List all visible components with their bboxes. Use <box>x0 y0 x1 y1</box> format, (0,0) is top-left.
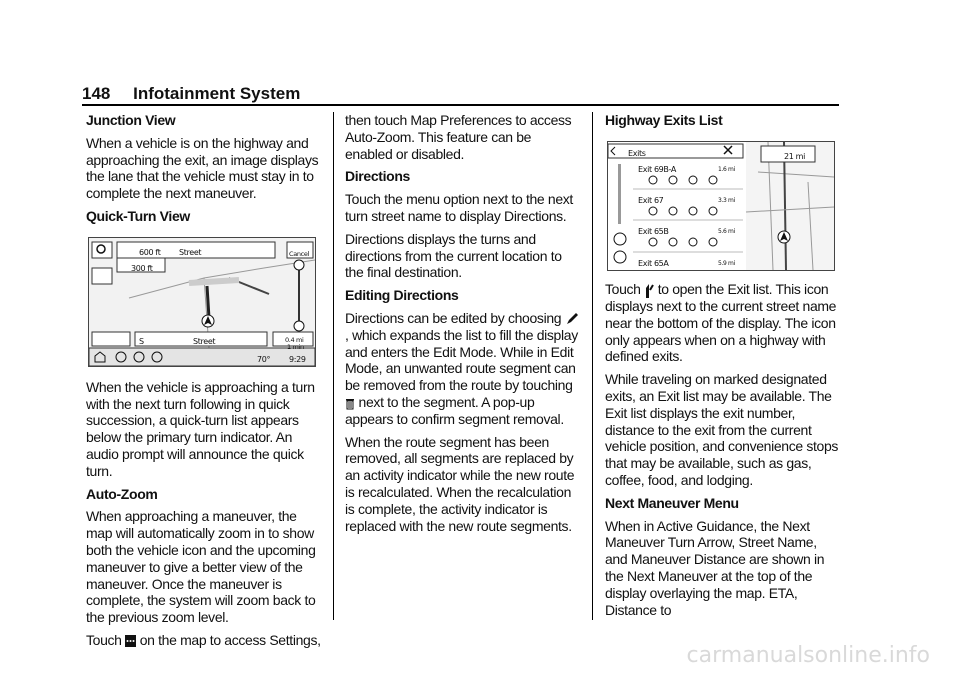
column-divider-1 <box>333 112 334 620</box>
more-menu-icon <box>125 635 136 647</box>
bottom-street: Street <box>193 336 216 346</box>
heading-directions: Directions <box>345 168 410 185</box>
page-number: 148 <box>82 84 111 103</box>
editing-text-c: next to the segment. A pop-up appears to confirm segment removal. <box>345 393 564 427</box>
paragraph-exit-icon <box>605 281 841 365</box>
exit-4-name: Exit 65A <box>638 258 669 268</box>
turn2-distance: 300 ft <box>131 263 153 273</box>
heading-next-maneuver: Next Maneuver Menu <box>605 494 739 511</box>
turn1-distance: 600 ft <box>139 247 161 257</box>
paragraph-directions-2: Directions displays the turns and directions from the current location to the final destination. <box>345 230 562 281</box>
header-rule <box>82 104 839 106</box>
column-1 <box>86 112 322 655</box>
exit-2-dist: 3.3 mi <box>718 196 735 204</box>
exit-3-name: Exit 65B <box>638 226 669 236</box>
touch-settings-text: on the map to access Settings, <box>139 631 321 648</box>
pencil-icon <box>565 312 579 326</box>
exit-4-dist: 5.9 mi <box>718 259 735 267</box>
column-divider-2 <box>592 112 593 620</box>
turn1-street: Street <box>179 247 202 257</box>
watermark: carmanualsonline.info <box>686 643 930 668</box>
heading-junction-view: Junction View <box>86 112 176 128</box>
highway-exit-icon <box>644 282 654 298</box>
exit-touch-label: Touch <box>605 280 641 297</box>
paragraph-exits-list: While traveling on marked designated exits, an Exit list may be available. The Exit list displays the exit number, distance to the exit from the current vehicle position, and convenience stops that may be available, such as gas, coffee, food, and lodging. <box>605 371 839 489</box>
bottom-direction: S <box>139 336 144 346</box>
paragraph-auto-zoom: When approaching a maneuver, the map will automatically zoom in to show both the vehicle icon and the upcoming maneuver to give a better view of the maneuver. Once the maneuver is complete, the system will zoom back to the previous zoom level. <box>86 508 316 626</box>
page-header <box>82 84 300 104</box>
paragraph-directions-1: Touch the menu option next to the next turn street name to display Directions. <box>345 191 573 224</box>
quick-turn-figure <box>88 237 316 367</box>
column-2 <box>345 112 581 540</box>
paragraph-route-removed: When the route segment has been removed, all segments are replaced by an activity indicator while the new route is recalculated. When the recalculation is complete, the activity indicator is replaced with the new route segments. <box>345 433 575 534</box>
exit-3-dist: 5.6 mi <box>718 227 735 235</box>
eta-time: 1 min <box>287 342 304 351</box>
paragraph-junction: When a vehicle is on the highway and approaching the exit, an image displays the lane that the vehicle must stay in to complete the next maneuver. <box>86 134 319 202</box>
paragraph-touch-settings <box>86 632 322 649</box>
exit-1-dist: 1.6 mi <box>718 165 735 173</box>
section-title: Infotainment System <box>133 84 301 103</box>
column-3 <box>605 112 841 624</box>
editing-text-a: Directions can be edited by choosing <box>345 309 562 326</box>
exit-1-name: Exit 69B-A <box>638 164 677 174</box>
heading-editing-directions: Editing Directions <box>345 287 459 304</box>
touch-label: Touch <box>86 631 122 648</box>
editing-text-b: , which expands the list to fill the display and enters the Edit Mode. While in Edit Mode, an unwanted route segment can be removed from the route by touching <box>345 326 578 394</box>
heading-quick-turn: Quick-Turn View <box>86 207 190 224</box>
eta-distance: 0.4 mi <box>285 335 304 344</box>
exit-2-name: Exit 67 <box>638 195 664 205</box>
paragraph-editing <box>345 310 581 428</box>
heading-auto-zoom: Auto-Zoom <box>86 485 158 502</box>
heading-highway-exits: Highway Exits List <box>605 112 723 128</box>
clock: 9:29 <box>289 354 306 364</box>
temperature: 70° <box>257 354 271 364</box>
cancel-button[interactable]: Cancel <box>289 249 309 258</box>
paragraph-next-maneuver: When in Active Guidance, the Next Maneuver Turn Arrow, Street Name, and Maneuver Distance are shown in the Next Maneuver at the top of the display overlaying the map. ETA, Distance to <box>605 517 825 618</box>
paragraph-quick-turn: When the vehicle is approaching a turn with the next turn following in quick succession, a quick-turn list appears below the primary turn indicator. An audio prompt will announce the quick turn. <box>86 378 315 479</box>
exits-title: Exits <box>628 148 646 158</box>
trash-icon <box>345 397 355 410</box>
distance-badge: 21 mi <box>784 151 805 161</box>
exit-touch-text: to open the Exit list. This icon displays next to the current street name near the bottom of the display. The icon only appears when on a highway with defined exits. <box>605 280 837 365</box>
exits-figure <box>607 141 835 271</box>
paragraph-continued: then touch Map Preferences to access Auto-Zoom. This feature can be enabled or disabled. <box>345 112 572 162</box>
